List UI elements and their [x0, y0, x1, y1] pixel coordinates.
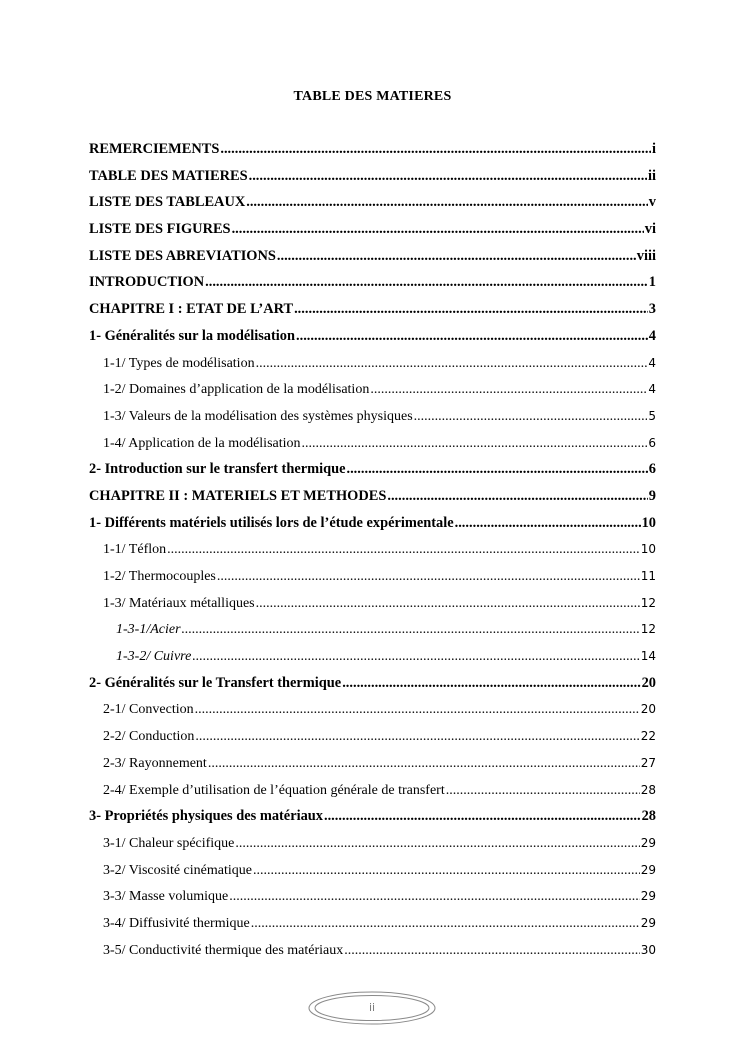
toc-entry[interactable]	[89, 674, 656, 701]
dot-leader	[251, 915, 640, 933]
dot-leader	[324, 807, 641, 825]
toc-entry-label: 1- Généralités sur la modélisation	[89, 327, 295, 344]
dot-leader	[342, 674, 640, 692]
dot-leader	[235, 835, 639, 853]
toc-entry[interactable]	[89, 887, 656, 914]
toc-entry[interactable]	[89, 834, 656, 861]
toc-entry-label: LISTE DES TABLEAUX	[89, 194, 246, 211]
toc-entry[interactable]	[89, 407, 656, 434]
dot-leader	[455, 514, 641, 532]
dot-leader	[229, 888, 640, 906]
table-of-contents	[89, 140, 656, 967]
toc-entry[interactable]	[89, 327, 656, 354]
toc-entry-label: 2-3/ Rayonnement	[103, 755, 207, 771]
toc-entry[interactable]	[89, 861, 656, 888]
toc-entry-label: 1-2/ Domaines d’application de la modélisation	[103, 382, 370, 398]
dot-leader	[387, 487, 647, 505]
toc-entry-page: 29	[640, 889, 656, 904]
toc-entry-label: REMERCIEMENTS	[89, 141, 220, 157]
dot-leader	[246, 193, 648, 211]
toc-entry[interactable]	[89, 167, 656, 194]
toc-entry-label: TABLE DES MATIERES	[89, 167, 248, 184]
toc-entry-page: 10	[641, 514, 656, 531]
toc-entry[interactable]	[89, 140, 656, 167]
toc-entry-page: vi	[644, 221, 656, 238]
toc-entry-label: 3-5/ Conductivité thermique des matériaux	[103, 942, 344, 958]
toc-entry-page: 1	[648, 274, 656, 291]
toc-entry[interactable]	[89, 754, 656, 781]
toc-entry-page: ii	[648, 167, 656, 184]
toc-entry[interactable]	[89, 434, 656, 461]
toc-entry-page: 20	[641, 674, 656, 691]
toc-entry[interactable]	[89, 727, 656, 754]
dot-leader	[195, 701, 640, 719]
toc-entry-page: 27	[640, 755, 656, 770]
toc-entry[interactable]	[89, 220, 656, 247]
toc-entry-label: 3- Propriétés physiques des matériaux	[89, 808, 323, 825]
toc-entry-label: 1-3-2/ Cuivre	[116, 649, 192, 665]
toc-entry[interactable]	[89, 700, 656, 727]
toc-entry-label: 1-3-1/Acier	[116, 622, 181, 638]
toc-entry-page: 6	[648, 461, 656, 478]
toc-entry-page: 12	[640, 595, 656, 610]
toc-entry[interactable]	[89, 247, 656, 274]
toc-entry[interactable]	[89, 300, 656, 327]
page-number-badge	[308, 991, 436, 1025]
toc-entry-page: 22	[640, 729, 656, 744]
dot-leader	[346, 460, 647, 478]
toc-entry-label: CHAPITRE I : ETAT DE L’ART	[89, 301, 294, 318]
dot-leader	[205, 273, 648, 291]
toc-entry-label: 3-2/ Viscosité cinématique	[103, 862, 252, 878]
dot-leader	[414, 408, 648, 426]
toc-entry[interactable]	[89, 514, 656, 541]
toc-entry-page: 10	[640, 542, 656, 557]
toc-entry-label: INTRODUCTION	[89, 274, 205, 291]
toc-entry-page: 28	[640, 782, 656, 797]
dot-leader	[217, 568, 640, 586]
toc-entry[interactable]	[89, 914, 656, 941]
dot-leader	[167, 541, 640, 559]
toc-entry-page: 29	[640, 915, 656, 930]
toc-entry-page: 4	[648, 382, 656, 397]
dot-leader	[232, 220, 644, 238]
toc-entry-label: 2-2/ Conduction	[103, 729, 195, 745]
toc-entry[interactable]	[89, 647, 656, 674]
toc-entry-page: i	[652, 141, 656, 157]
toc-entry-page: 4	[648, 327, 656, 344]
toc-entry-label: 1-2/ Thermocouples	[103, 569, 216, 584]
dot-leader	[220, 140, 651, 158]
dot-leader	[249, 167, 647, 185]
toc-entry-label: 1- Différents matériels utilisés lors de l’étude expérimentale	[89, 514, 454, 531]
toc-entry[interactable]	[89, 487, 656, 514]
toc-entry[interactable]	[89, 594, 656, 621]
toc-entry[interactable]	[89, 781, 656, 808]
toc-entry-label: 1-1/ Téflon	[103, 542, 167, 558]
dot-leader	[256, 595, 640, 613]
toc-entry-page: v	[648, 194, 656, 211]
dot-leader	[256, 355, 648, 373]
toc-entry-label: 1-3/ Matériaux métalliques	[103, 595, 255, 611]
toc-entry[interactable]	[89, 567, 656, 594]
toc-entry[interactable]	[89, 807, 656, 834]
toc-entry-page: 20	[640, 702, 656, 717]
toc-entry[interactable]	[89, 540, 656, 567]
toc-entry-page: 9	[648, 487, 656, 504]
dot-leader	[182, 621, 640, 639]
toc-entry-label: 3-1/ Chaleur spécifique	[103, 835, 235, 851]
toc-entry-label: LISTE DES ABREVIATIONS	[89, 247, 276, 264]
dot-leader	[370, 381, 647, 399]
dot-leader	[294, 300, 648, 318]
toc-entry[interactable]	[89, 380, 656, 407]
toc-entry-page: 30	[640, 942, 656, 957]
dot-leader	[208, 755, 640, 773]
toc-entry-page: viii	[636, 247, 656, 264]
toc-entry-label: 1-1/ Types de modélisation	[103, 355, 255, 371]
page-number: ii	[368, 1001, 376, 1014]
dot-leader	[344, 942, 639, 960]
toc-entry-label: 1-4/ Application de la modélisation	[103, 435, 301, 451]
toc-entry-label: 2-4/ Exemple d’utilisation de l’équation générale de transfert	[103, 782, 445, 798]
toc-entry-page: 4	[648, 355, 656, 370]
toc-entry-page: 5	[648, 408, 656, 423]
toc-entry-label: 3-3/ Masse volumique	[103, 889, 229, 905]
toc-entry-label: 3-4/ Diffusivité thermique	[103, 915, 250, 931]
toc-entry-page: 3	[648, 301, 656, 318]
dot-leader	[296, 327, 648, 345]
page-title: TABLE DES MATIERES	[293, 89, 452, 104]
dot-leader	[195, 728, 639, 746]
toc-entry[interactable]	[89, 273, 656, 300]
toc-entry[interactable]	[89, 354, 656, 381]
toc-entry-page: 29	[640, 835, 656, 850]
dot-leader	[446, 782, 640, 800]
toc-entry[interactable]	[89, 941, 656, 968]
toc-entry-page: 29	[640, 862, 656, 877]
toc-entry-label: LISTE DES FIGURES	[89, 221, 231, 238]
toc-entry-label: 2- Introduction sur le transfert thermique	[89, 461, 346, 478]
dot-leader	[192, 648, 639, 666]
toc-entry[interactable]	[89, 193, 656, 220]
toc-entry[interactable]	[89, 460, 656, 487]
toc-entry-page: 28	[641, 808, 656, 825]
toc-entry-page: 12	[640, 622, 656, 637]
toc-entry-page: 6	[648, 435, 656, 450]
toc-entry-label: 2-1/ Convection	[103, 702, 194, 718]
dot-leader	[277, 247, 636, 265]
toc-entry-label: CHAPITRE II : MATERIELS ET METHODES	[89, 487, 387, 504]
toc-entry-label: 1-3/ Valeurs de la modélisation des systèmes physiques	[103, 408, 413, 424]
dot-leader	[302, 435, 648, 453]
toc-entry-page: 14	[640, 649, 656, 664]
toc-entry-page: 11	[640, 569, 656, 583]
dot-leader	[253, 862, 640, 880]
toc-entry-label: 2- Généralités sur le Transfert thermique	[89, 674, 342, 691]
toc-entry[interactable]	[89, 620, 656, 647]
